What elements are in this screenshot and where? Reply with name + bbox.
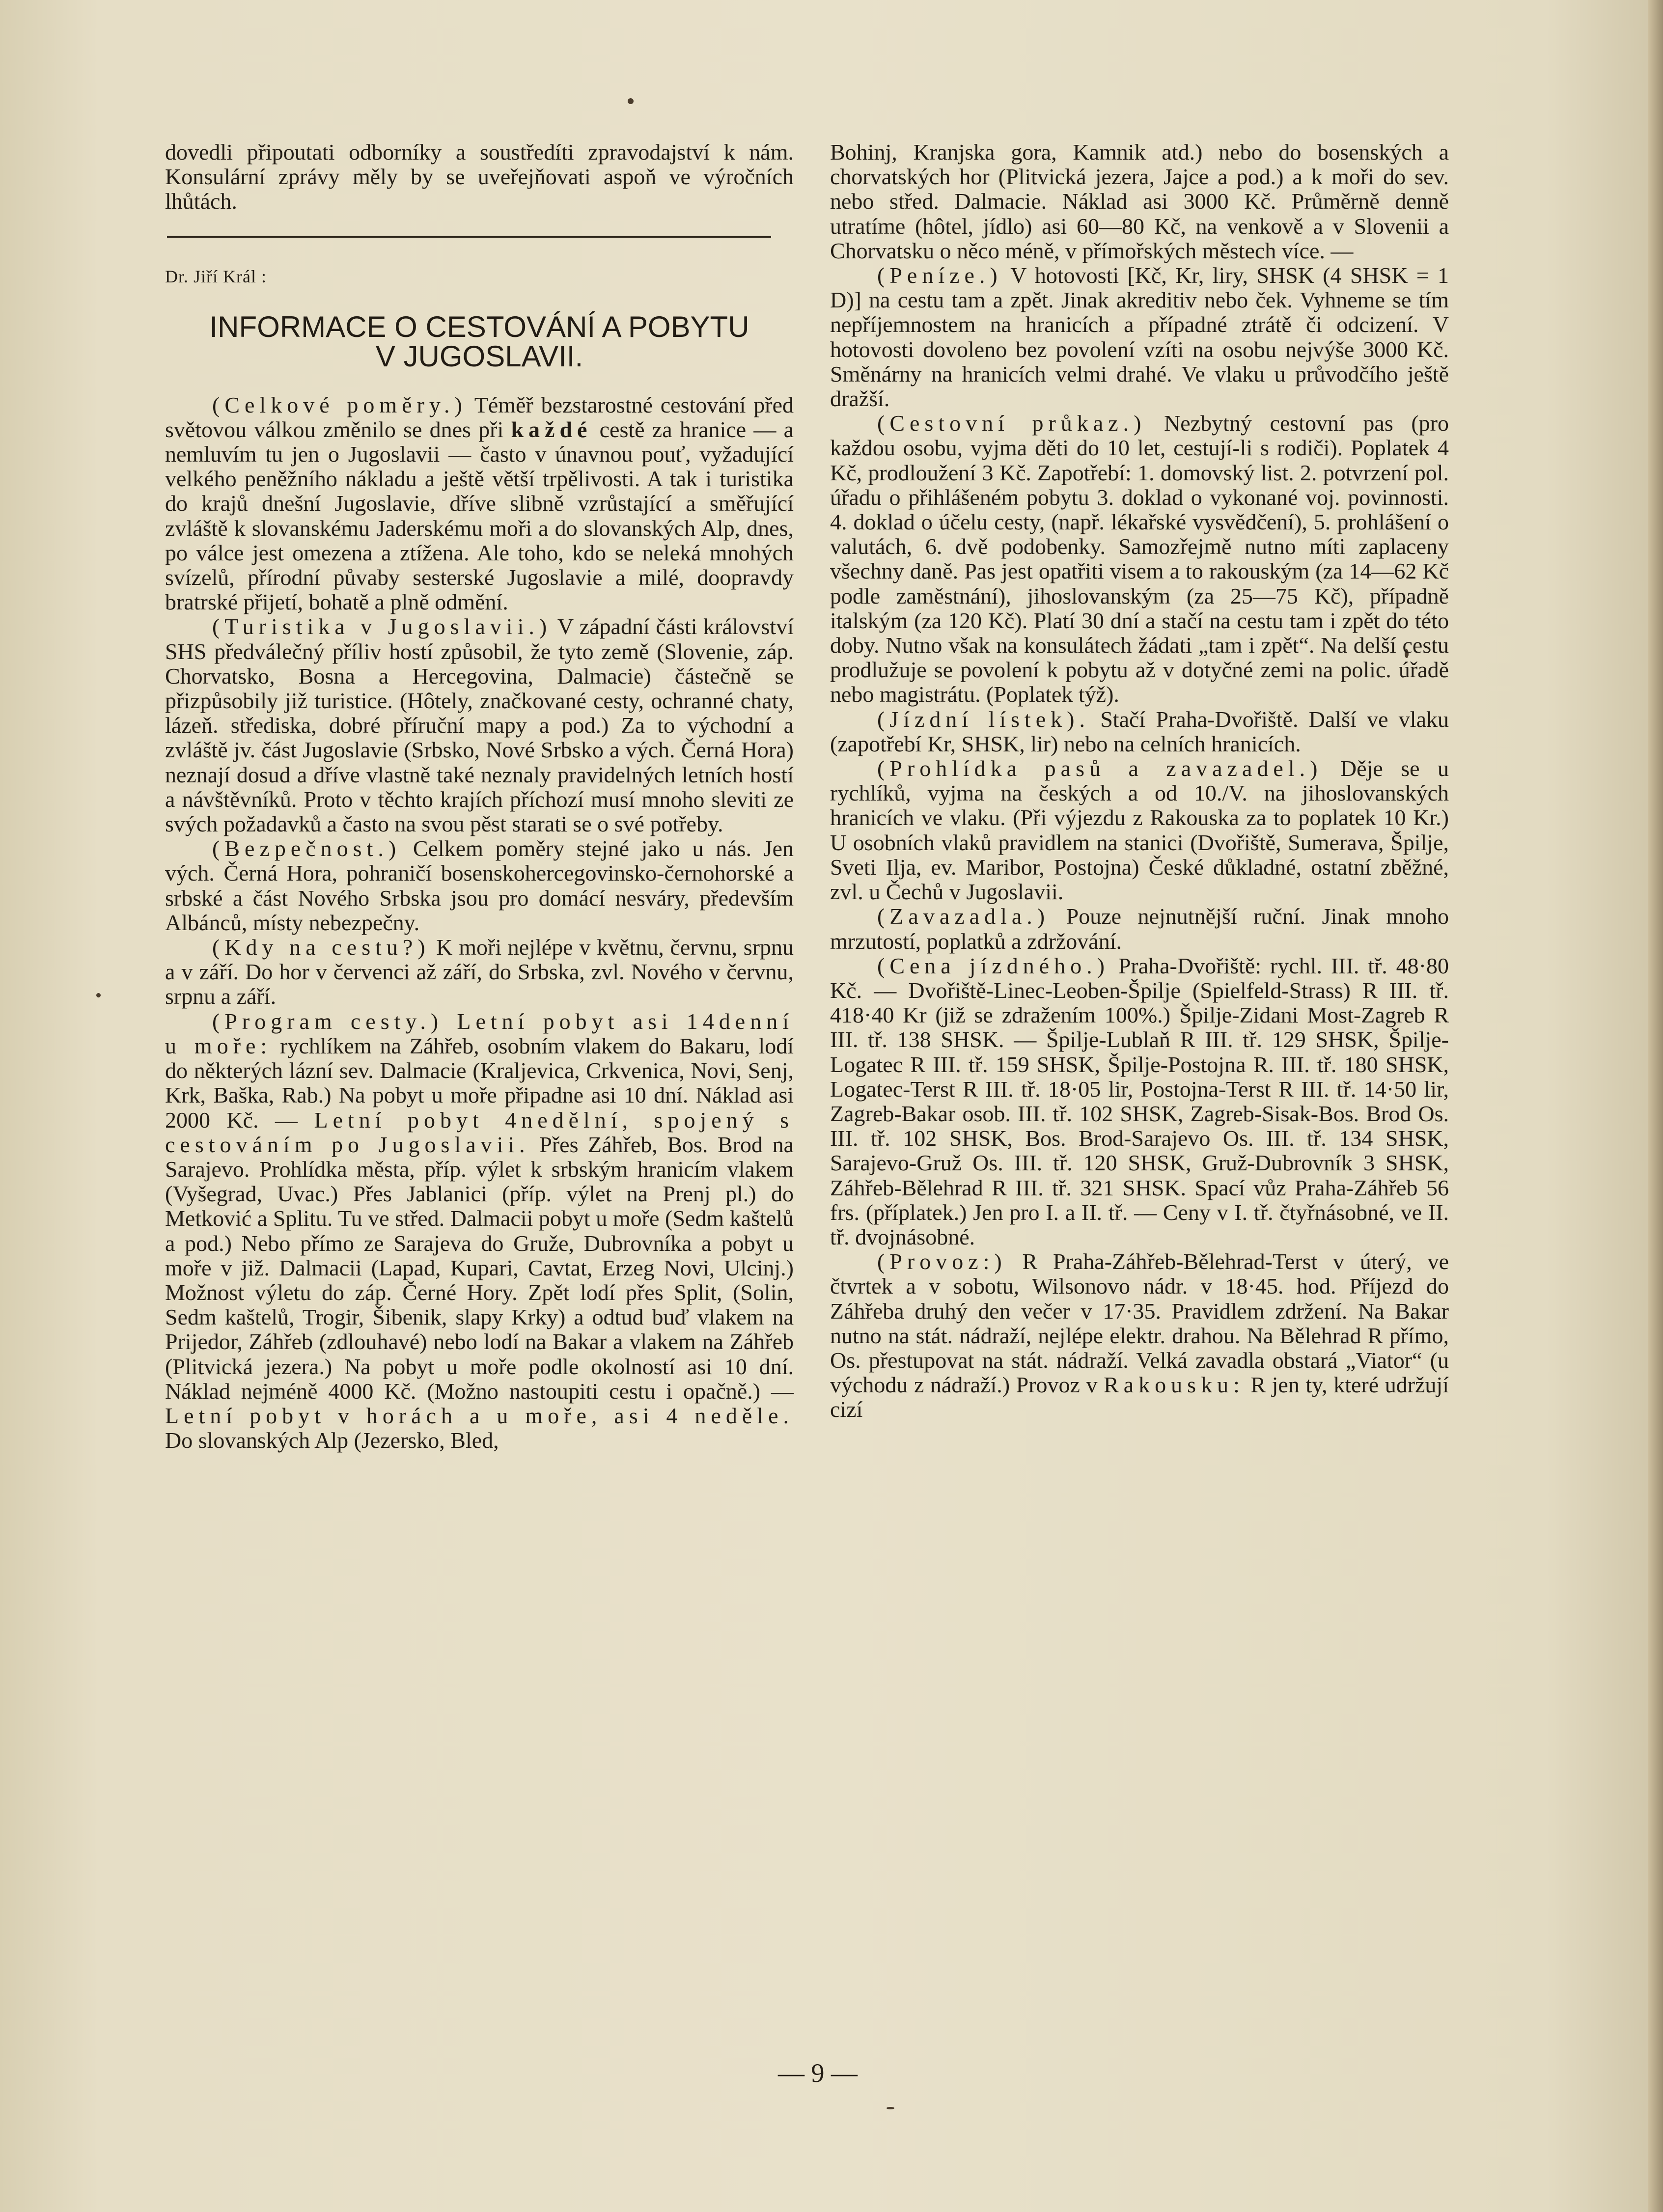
ink-speck — [96, 993, 101, 997]
paragraph-passport: (Cestovní průkaz.) Nezbytný cestovní pas (pro každou osobu, vyjma děti do 10 let, cestují-li s rodiči). Poplatek 4 Kč, prodloužení 3 Kč. Zapotřebí: 1. domovský list. 2. potvrzení pol. úřadu o přihlášeném pobytu 3. doklad o vykonané voj. povinnosti. 4. doklad o účelu cesty, (např. lékařské vysvědčení), 5. prohlášení o valutách, 6. dvě podobenky. Samozřejmě nutno míti zaplaceny všechny daně. Pas jest opatřiti visem a to rakouským (za 14—62 Kč podle zaměstnání), jihoslovanským (za 25—75 Kč), případně italským (za 120 Kč). Platí 30 dní a stačí na cestu tam i zpět do této doby. Nutno však na konsulátech žádati „tam i zpět“. Na delší cestu prodlužuje se povolení k pobytu až v dotyčné zemi na polic. úřadě nebo magistrátu. (Poplatek týž). — [830, 411, 1449, 707]
page-edge — [1648, 0, 1663, 2212]
section-heading: (Celkové poměry.) — [212, 392, 467, 417]
intro-paragraph: dovedli připoutati odborníky a soustředíti zpravodajství k nám. Konsulární zprávy měly by se uveřejňovati aspoň ve výročních lhůtách. — [165, 139, 794, 214]
paragraph-general-conditions: (Celkové poměry.) Téměř bezstarostné cestování před světovou válkou změnilo se dnes při každé cestě za hranice — a nemluvím tu jen o Jugoslavii — často v únavnou pouť, vyžadující velkého peněžního nákladu a ještě větší trpělivosti. A tak i turistika do krajů dnešní Jugoslavie, dříve slibně vzrůstající a směřující zvláště k slovanskému Jaderskému moři a do slovanských Alp, dnes, po válce jest omezena a ztížena. Ale toho, kdo se neleká mnohých svízelů, přírodní půvaby sesterské Jugoslavie a milé, doopravdy bratrské přijetí, bohatě a plně odmění. — [165, 392, 794, 615]
paragraph-tourism: (Turistika v Jugoslavii.) V západní části království SHS předválečný příliv hostí způsobil, že tyto země (Slovenie, záp. Chorvatsko, Bosna a Hercegovina, Dalmacie) částečně se přizpůsobily již turistice. (Hôtely, značkované cesty, ochranné chaty, lázeň. střediska, dobré příruční mapy a pod.) Za to východní a zvláště jv. část Jugoslavie (Srbsko, Nové Srbsko a vých. Černá Hora) neznají dosud a dříve vlastně také neznaly pravidelných letních hostí a návštěvníků. Proto v těchto krajích příchozí musí mnoho sleviti ze svých požadavků a často na svou pěst starati se o své potřeby. — [165, 614, 794, 837]
section-heading: (Bezpečnost.) — [212, 836, 401, 861]
ink-speck — [887, 2107, 894, 2109]
ink-speck — [628, 98, 634, 104]
paragraph-program-continued: Bohinj, Kranjska gora, Kamnik atd.) nebo do bosenských a chorvatských hor (Plitvická jezera, Jajce a pod.) a k moři do sev. nebo střed. Dalmacie. Náklad asi 3000 Kč. Průměrně denně utratíme (hôtel, jídlo) asi 60—80 Kč, na venkově a v Slovenii a Chorvatsku o něco méně, v přímořských městech více. — — [830, 139, 1449, 263]
section-heading: (Cena jízdného.) — [877, 953, 1109, 978]
section-heading: (Turistika v Jugoslavii.) — [212, 614, 552, 639]
section-heading: (Kdy na cestu?) — [212, 935, 430, 960]
paragraph-operation: (Provoz:) R Praha-Záhřeb-Bělehrad-Terst v úterý, ve čtvrtek a v sobotu, Wilsonovo nádr. v 18·45. hod. Příjezd do Záhřeba druhý den večer v 17·35. Pravidlem zdržení. Na Bakar nutno na stát. nádraží, nejlépe elektr. drahou. Na Bělehrad R přímo, Os. přestupovat na stát. nádraží. Velká zavadla obstará „Viator“ (u východu z nádraží.) Provoz v Rakousku: R jen ty, které udržují cizí — [830, 1249, 1449, 1422]
article-title — [165, 312, 794, 371]
section-heading: (Cestovní průkaz.) — [877, 411, 1146, 436]
paragraph-money: (Peníze.) V hotovosti [Kč, Kr, liry, SHSK (4 SHSK = 1 D)] na cestu tam a zpět. Jinak akreditiv nebo ček. Vyhneme se tím nepříjemnostem na hranicích a případné ztrátě či odcizení. V hotovosti dovoleno bez povolení vzíti na osobu nejvýše 3000 Kč. Směnárny na hranicích velmi drahé. Ve vlaku u průvodčího ještě dražší. — [830, 263, 1449, 412]
paragraph-ticket: (Jízdní lístek). Stačí Praha-Dvořiště. Další ve vlaku (zapotřebí Kr, SHSK, lir) nebo na celních hranicích. — [830, 706, 1449, 756]
paragraph-luggage: (Zavazadla.) Pouze nejnutnější ruční. Jinak mnoho mrzutostí, poplatků a zdržování. — [830, 904, 1449, 954]
section-divider — [167, 236, 771, 238]
section-heading: (Provoz:) — [877, 1249, 1007, 1274]
page-number: — 9 — — [778, 2058, 858, 2088]
section-heading: (Zavazadla.) — [877, 904, 1050, 929]
left-column — [165, 140, 794, 1453]
right-column — [830, 140, 1449, 1422]
paragraph-when-to-travel: (Kdy na cestu?) K moři nejlépe v květnu, červnu, srpnu a v září. Do hor v červenci až září, do Srbska, zvl. Nového v červnu, srpnu a září. — [165, 935, 794, 1009]
section-heading: (Jízdní lístek). — [877, 706, 1090, 732]
paragraph-safety: (Bezpečnost.) Celkem poměry stejné jako u nás. Jen vých. Černá Hora, pohraničí bosenskohercegovinsko-černohorské a srbské a část Nového Srbska jsou pro domácí nesváry, především Albánců, místy nebezpečny. — [165, 836, 794, 935]
section-heading: (Prohlídka pasů a zavazadel.) — [877, 756, 1323, 781]
section-heading: (Peníze.) — [877, 263, 1002, 288]
section-heading: (Program cesty.) — [212, 1008, 443, 1034]
paragraph-fares: (Cena jízdného.) Praha-Dvořiště: rychl. III. tř. 48·80 Kč. — Dvořiště-Linec-Leoben-Špilje (Spielfeld-Strass) R III. tř. 418·40 Kr (již se zdražením 100%.) Špilje-Zidani Most-Zagreb R III. tř. 138 SHSK. — Špilje-Lublaň R III. tř. 129 SHSK, Špilje-Logatec R III. tř. 159 SHSK, Špilje-Postojna R. III. tř. 180 SHSK, Logatec-Terst R III. tř. 18·05 lir, Postojna-Terst R III. tř. 14·50 lir, Zagreb-Bakar osob. III. tř. 102 SHSK, Zagreb-Sisak-Bos. Brod Os. III. tř. 102 SHSK, Bos. Brod-Sarajevo Os. III. tř. 134 SHSK, Sarajevo-Gruž Os. III. tř. 120 SHSK, Gruž-Dubrovník 3 SHSK, Záhřeb-Bělehrad R III. tř. 321 SHSK. Spací vůz Praha-Záhřeb 56 frs. (příplatek.) Jen pro I. a II. tř. — Ceny v I. tř. čtyřnásobné, ve II. tř. dvojnásobné. — [830, 953, 1449, 1249]
article-author: Dr. Jiří Král : — [165, 266, 267, 286]
paragraph-travel-program: (Program cesty.) Letní pobyt asi 14denní u moře: rychlíkem na Záhřeb, osobním vlakem do Bakaru, lodí do některých lázní sev. Dalmacie (Kraljevica, Crkvenica, Novi, Senj, Krk, Baška, Rab.) Na pobyt u moře připadne asi 10 dní. Náklad asi 2000 Kč. — Letní pobyt 4nedělní, spojený s cestováním po Jugoslavii. Přes Záhřeb, Bos. Brod na Sarajevo. Prohlídka města, příp. výlet k srbským hranicím vlakem (Vyšegrad, Uvac.) Přes Jablanici (příp. výlet na Prenj pl.) do Metković a Splitu. Tu ve střed. Dalmacii pobyt u moře (Sedm kaštelů a pod.) Nebo přímo ze Sarajeva do Gruže, Dubrovníka a pobyt u moře v již. Dalmacii (Lapad, Kupari, Cavtat, Erzeg Novi, Ulcinj.) Možnost výletu do záp. Černé Hory. Zpět lodí přes Split, (Solin, Sedm kaštelů, Trogir, Šibenik, slapy Krky) a odtud buď vlakem na Prijedor, Záhřeb (zdlouhavé) nebo lodí na Bakar a vlakem na Záhřeb (Plitvická jezera.) Na pobyt u moře podle okolností asi 10 dní. Náklad nejméně 4000 Kč. (Možno nastoupiti cestu i opačně.) — Letní pobyt v horách a u moře, asi 4 neděle. Do slovanských Alp (Jezersko, Bled, — [165, 1008, 794, 1453]
title-line-1: INFORMACE O CESTOVÁNÍ A POBYTU — [209, 310, 749, 343]
paragraph-inspection: (Prohlídka pasů a zavazadel.) Děje se u rychlíků, vyjma na českých a od 10./V. na jihoslovanských hranicích ve vlaku. (Při výjezdu z Rakouska za to poplatek 10 Kr.) U osobních vlaků pravidlem na stanici (Dvořiště, Sumerava, Špilje, Sveti Ilja, ev. Maribor, Postojna) České důkladné, ostatní zběžné, zvl. u Čechů v Jugoslavii. — [830, 756, 1449, 905]
title-line-2: V JUGOSLAVII. — [375, 339, 583, 373]
